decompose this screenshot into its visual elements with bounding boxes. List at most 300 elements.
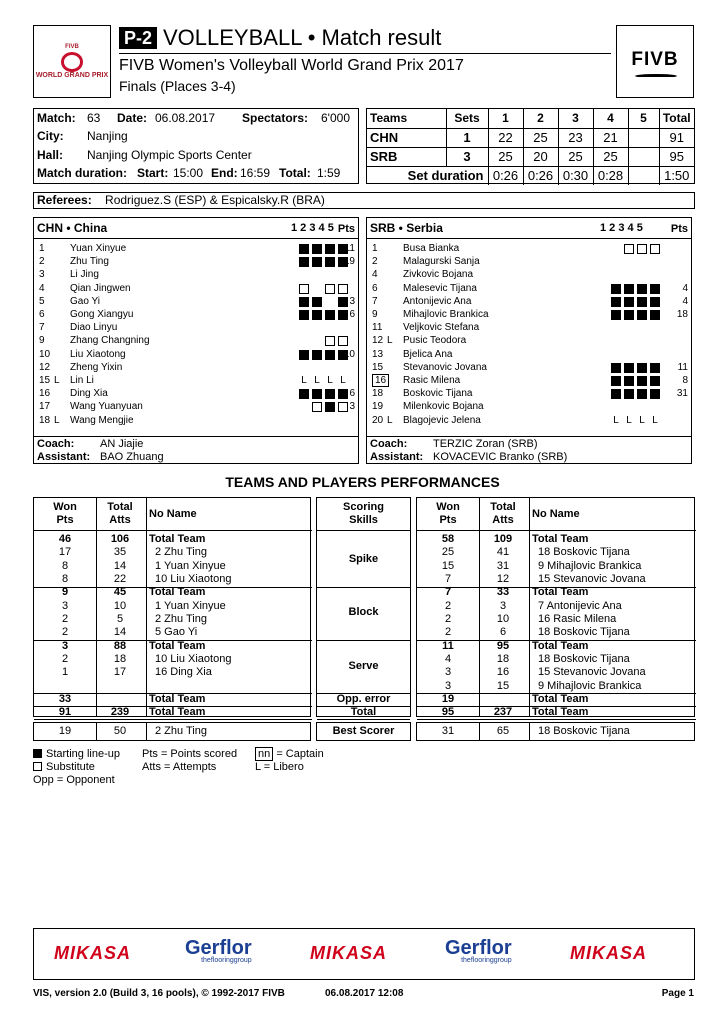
total-value: 1:59 <box>317 166 341 180</box>
end-value: 16:59 <box>240 166 271 180</box>
col-divider <box>96 723 97 740</box>
best-scorer-chn <box>33 722 311 741</box>
attempts: 6 <box>499 626 507 639</box>
attempts: 88 <box>113 639 127 652</box>
libero-flag: L <box>387 414 393 426</box>
player-number-value: 17 <box>39 401 51 413</box>
won-points: 3 <box>444 666 452 679</box>
player-number <box>39 255 71 268</box>
match-info <box>33 108 359 184</box>
coach-name: TERZIC Zoran (SRB) <box>433 438 538 450</box>
performances-title: TEAMS AND PLAYERS PERFORMANCES <box>225 474 500 490</box>
sets-won: 1 <box>446 128 488 147</box>
total-team-label: Total Team <box>532 692 589 705</box>
player-points: 11 <box>344 243 355 254</box>
attempts: 109 <box>493 533 513 545</box>
set-score: 22 <box>488 128 523 147</box>
player-row <box>34 321 358 334</box>
player-row <box>34 387 358 400</box>
won-points: 31 <box>441 725 455 737</box>
set-score: 25 <box>558 147 593 166</box>
attempts: 45 <box>113 586 127 599</box>
team-roster-chn <box>33 217 359 437</box>
won-points: 4 <box>444 652 452 665</box>
player-number-value: 9 <box>372 309 378 320</box>
player-number <box>372 400 404 413</box>
player-number <box>39 242 71 255</box>
player-entry: 15 Stevanovic Jovana <box>538 666 646 679</box>
player-number-value: 4 <box>39 282 45 294</box>
total-team-label: Total Team <box>532 639 589 652</box>
starting-square-icon <box>650 310 660 320</box>
set-columns-header: 1 2 3 4 5 <box>600 222 643 234</box>
skill-name: Total <box>350 706 377 719</box>
starting-square-icon <box>312 297 322 307</box>
match-label: Match: <box>37 111 76 125</box>
player-name: Mihajlovic Brankica <box>403 309 489 320</box>
assistant-label: Assistant: <box>37 451 91 463</box>
player-row <box>367 348 691 361</box>
starting-square-icon <box>637 376 647 386</box>
attempts: 106 <box>110 533 130 545</box>
starting-square-icon <box>637 310 647 320</box>
won-points: 3 <box>61 639 69 652</box>
starting-square-icon <box>299 257 309 267</box>
team-header: CHN • China <box>37 221 108 235</box>
title-divider <box>119 53 611 54</box>
set-duration: 0:26 <box>523 166 558 185</box>
player-row <box>367 255 691 268</box>
player-row <box>34 308 358 321</box>
attempts: 3 <box>499 599 507 612</box>
player-name: Bjelica Ana <box>403 348 453 360</box>
substitute-square-icon <box>338 336 348 346</box>
attempts: 15 <box>496 679 510 692</box>
starting-square-icon <box>299 389 309 399</box>
player-row <box>34 361 358 374</box>
player-name: Zhu Ting <box>70 256 109 268</box>
substitute-square-icon <box>624 244 634 254</box>
set-duration-label: Set duration <box>367 166 488 185</box>
player-points: 31 <box>676 388 688 400</box>
scoring-header: Scoring <box>343 501 384 513</box>
player-name: Zhang Changning <box>70 335 150 347</box>
city-value: Nanjing <box>87 129 128 143</box>
best-scorer-srb <box>416 722 695 741</box>
libero-set-marker: L <box>340 375 346 386</box>
player-number-value: 1 <box>39 243 45 254</box>
legend-pts: Pts = Points scored <box>142 748 238 760</box>
player-entry: 1 Yuan Xinyue <box>155 559 226 572</box>
duration-row <box>37 166 341 180</box>
player-number-value: 7 <box>39 322 45 334</box>
row-divider <box>34 719 312 720</box>
libero-set-marker: L <box>639 414 645 426</box>
player-points: 3 <box>349 401 355 413</box>
player-points: 3 <box>349 295 355 307</box>
best-scorer-name: 2 Zhu Ting <box>155 725 207 737</box>
player-number <box>372 414 404 427</box>
starting-square-icon <box>299 244 309 254</box>
starting-square-icon <box>325 402 335 412</box>
legend-captain <box>255 748 324 761</box>
player-number <box>39 295 71 308</box>
won-points: 2 <box>444 599 452 612</box>
attempts: 22 <box>113 572 127 585</box>
won-points: 2 <box>444 626 452 639</box>
legend-text: = Captain <box>276 748 324 760</box>
player-entry: 18 Boskovic Tijana <box>538 546 630 559</box>
player-name: Qian Jingwen <box>70 282 131 294</box>
logo-fivb-mini: FIVB <box>65 44 79 50</box>
player-points: 19 <box>343 256 355 268</box>
total-header: Total <box>107 501 133 513</box>
player-row <box>367 242 691 255</box>
assistant-row <box>37 451 164 464</box>
coach-label: Coach: <box>370 438 408 450</box>
starting-square-icon <box>325 244 335 254</box>
page-title: VOLLEYBALL • Match result <box>163 25 442 50</box>
gerflor-text: Gerflor <box>185 937 252 959</box>
player-number-value: 3 <box>39 269 45 281</box>
total-team-label: Total Team <box>149 533 206 545</box>
won-points: 2 <box>61 652 69 665</box>
starting-square-icon <box>624 389 634 399</box>
atts-header: Atts <box>109 514 131 526</box>
pts-header: Pts <box>439 514 457 526</box>
coach-label: Coach: <box>37 438 75 450</box>
total-team-label: Total Team <box>149 692 206 705</box>
starting-square-icon <box>611 297 621 307</box>
player-number-value: 2 <box>39 256 45 268</box>
starting-square-icon <box>325 389 335 399</box>
player-number-value: 6 <box>39 309 45 320</box>
player-number-value: 19 <box>372 401 384 413</box>
attempts: 17 <box>113 666 127 679</box>
attempts: 95 <box>496 639 510 652</box>
player-row <box>367 334 691 347</box>
libero-set-marker: L <box>301 375 307 386</box>
player-number-value: 4 <box>372 269 378 281</box>
referees-label: Referees: <box>37 193 92 207</box>
player-number-value: 15 <box>372 361 384 373</box>
skill-name: Serve <box>348 659 379 672</box>
starting-square-icon <box>611 389 621 399</box>
player-number-value: 13 <box>372 348 384 360</box>
player-number <box>372 255 404 268</box>
starting-square-icon <box>312 310 322 320</box>
header-divider <box>34 530 312 531</box>
attempts: 65 <box>496 725 510 737</box>
best-scorer-name: 18 Boskovic Tijana <box>538 725 630 737</box>
player-number <box>372 242 404 255</box>
player-entry: 9 Mihajlovic Brankica <box>538 679 642 692</box>
starting-square-icon <box>637 284 647 294</box>
starting-square-icon <box>33 749 42 758</box>
set-score <box>628 147 659 166</box>
competition-name: FIVB Women's Volleyball World Grand Prix 2017 <box>119 57 464 74</box>
player-number <box>39 321 71 334</box>
player-number <box>372 268 404 281</box>
total-team-label: Total Team <box>532 586 589 599</box>
player-name: Lin Li <box>70 375 94 386</box>
coach-row <box>370 438 538 451</box>
player-number <box>372 321 404 334</box>
player-points: 6 <box>349 388 355 400</box>
player-number-value: 6 <box>372 282 378 294</box>
won-points: 11 <box>442 639 454 652</box>
starting-square-icon <box>624 363 634 373</box>
starting-square-icon <box>611 376 621 386</box>
libero-flag: L <box>54 414 60 426</box>
won-points: 46 <box>58 533 72 545</box>
player-entry: 7 Antonijevic Ana <box>538 599 622 612</box>
player-entry: 5 Gao Yi <box>155 626 198 639</box>
start-label: Start: <box>137 166 169 180</box>
starting-square-icon <box>611 363 621 373</box>
player-number-value: 15 <box>39 375 51 386</box>
player-name: Diao Linyu <box>70 322 118 334</box>
player-name: Malesevic Tijana <box>403 282 477 294</box>
attempts: 10 <box>113 599 127 612</box>
starting-square-icon <box>312 389 322 399</box>
total-team-label: Total Team <box>149 586 206 599</box>
pts-header: Pts <box>56 514 74 526</box>
starting-square-icon <box>312 257 322 267</box>
header-cell: 5 <box>628 109 659 128</box>
player-number-value: 12 <box>372 335 384 347</box>
spectators-value: 6'000 <box>321 111 350 125</box>
player-points: 4 <box>682 295 688 307</box>
team-score-row-srb <box>367 147 694 166</box>
player-number <box>372 387 404 400</box>
substitute-square-icon <box>338 402 348 412</box>
city-row <box>37 129 128 143</box>
player-number-value: 9 <box>39 335 45 347</box>
perf-skills-column <box>316 497 411 717</box>
legend-substitute <box>33 761 95 774</box>
attempts: 12 <box>496 572 510 585</box>
player-points: 8 <box>682 375 688 386</box>
player-number-value: 18 <box>39 414 51 426</box>
gerflor-text: Gerflor <box>445 937 512 959</box>
player-entry: 18 Boskovic Tijana <box>538 652 630 665</box>
player-row <box>34 242 358 255</box>
player-row <box>367 282 691 295</box>
libero-set-marker: L <box>327 375 333 386</box>
player-number <box>372 334 404 347</box>
player-points: 11 <box>677 361 688 373</box>
player-name: Zheng Yixin <box>70 361 123 373</box>
libero-flag: L <box>387 335 393 347</box>
team-score-row-chn <box>367 128 694 147</box>
set-score: 23 <box>558 128 593 147</box>
header-cell: Sets <box>446 109 488 128</box>
coach-box-srb <box>366 436 692 464</box>
player-name: Veljkovic Stefana <box>403 322 480 334</box>
total-team-label: Total Team <box>149 706 206 719</box>
player-entry: 16 Rasic Milena <box>538 612 617 625</box>
fivb-logo-text: FIVB <box>631 49 679 70</box>
row-divider <box>417 719 696 720</box>
legend-opp: Opp = Opponent <box>33 774 115 786</box>
assistant-row <box>370 451 568 464</box>
header-cell: Total <box>659 109 694 128</box>
won-points: 9 <box>61 586 69 599</box>
player-row <box>34 255 358 268</box>
starting-square-icon <box>611 310 621 320</box>
player-row <box>34 414 358 427</box>
end-label: End: <box>211 166 238 180</box>
starting-square-icon <box>624 284 634 294</box>
legend-text: Starting line-up <box>46 748 120 760</box>
player-name: Wang Mengjie <box>70 414 134 426</box>
set-scores-table <box>366 108 695 184</box>
hall-value: Nanjing Olympic Sports Center <box>87 148 252 162</box>
starting-square-icon <box>624 297 634 307</box>
player-row <box>367 268 691 281</box>
starting-square-icon <box>299 350 309 360</box>
player-name: Yuan Xinyue <box>70 243 127 254</box>
total-team-label: Total Team <box>532 533 589 545</box>
won-header: Won <box>53 501 77 513</box>
starting-square-icon <box>312 350 322 360</box>
player-name: Rasic Milena <box>403 375 461 386</box>
print-timestamp: 06.08.2017 12:08 <box>325 988 404 999</box>
won-points: 3 <box>61 599 69 612</box>
substitute-square-icon <box>325 336 335 346</box>
spectators-label: Spectators: <box>242 111 309 125</box>
team-roster-srb <box>366 217 692 437</box>
libero-flag: L <box>54 375 60 386</box>
gerflor-logo <box>185 937 252 964</box>
libero-set-marker: L <box>652 414 658 426</box>
starting-square-icon <box>650 297 660 307</box>
player-entry: 9 Mihajlovic Brankica <box>538 559 642 572</box>
won-points: 1 <box>61 666 69 679</box>
version-info: VIS, version 2.0 (Build 3, 16 pools), © 1992-2017 FIVB <box>33 988 285 999</box>
player-number-value: 1 <box>372 243 378 254</box>
referees-value: Rodriguez.S (ESP) & Espicalsky.R (BRA) <box>105 193 325 207</box>
player-points: 6 <box>349 309 355 320</box>
legend-starting <box>33 748 120 761</box>
attempts: 41 <box>496 546 510 559</box>
duration-label: Match duration: <box>37 166 127 180</box>
player-name: Gao Yi <box>70 295 101 307</box>
substitute-square-icon <box>650 244 660 254</box>
player-name: Milenkovic Bojana <box>403 401 484 413</box>
player-number <box>372 361 404 374</box>
player-number-value: 12 <box>39 361 51 373</box>
mikasa-logo: MIKASA <box>54 943 131 963</box>
won-points: 3 <box>444 679 452 692</box>
gerflor-sub: theflooringgroup <box>461 957 512 964</box>
player-name: Malagurski Sanja <box>403 256 480 268</box>
fivb-swoosh-icon <box>635 74 677 78</box>
player-name: Stevanovic Jovana <box>403 361 487 373</box>
mikasa-logo: MIKASA <box>310 943 387 963</box>
set-duration-row <box>367 166 694 185</box>
player-row <box>367 387 691 400</box>
attempts: 237 <box>493 706 513 719</box>
player-number <box>39 400 71 413</box>
header-divider <box>34 238 358 239</box>
set-duration: 0:30 <box>558 166 593 185</box>
player-entry: 2 Zhu Ting <box>155 546 207 559</box>
player-number-value: 18 <box>372 388 384 400</box>
total-duration: 1:50 <box>659 166 694 185</box>
player-row <box>34 348 358 361</box>
set-score: 21 <box>593 128 628 147</box>
player-number <box>39 414 71 427</box>
player-number-value: 5 <box>39 295 45 307</box>
player-row <box>34 374 358 387</box>
set-score: 20 <box>523 147 558 166</box>
atts-header: Atts <box>492 514 514 526</box>
grand-prix-logo <box>33 25 111 98</box>
skills-header: Skills <box>349 514 378 526</box>
noname-header: No Name <box>532 508 580 520</box>
won-points: 19 <box>441 692 455 705</box>
player-number <box>39 282 71 295</box>
header-divider <box>367 238 691 239</box>
set-columns-header: 1 2 3 4 5 <box>291 222 334 234</box>
header-cell: 2 <box>523 109 558 128</box>
player-row <box>34 334 358 347</box>
won-points: 8 <box>61 572 69 585</box>
noname-header: No Name <box>149 508 197 520</box>
set-duration <box>628 166 659 185</box>
total-points: 95 <box>659 147 694 166</box>
starting-square-icon <box>325 350 335 360</box>
group-divider <box>317 640 410 641</box>
player-entry: 10 Liu Xiaotong <box>155 572 232 585</box>
starting-square-icon <box>624 376 634 386</box>
player-number-value: 20 <box>372 414 384 426</box>
substitute-square-icon <box>33 762 42 771</box>
won-points: 7 <box>444 572 452 585</box>
coach-name: AN Jiajie <box>100 438 144 450</box>
gerflor-logo <box>445 937 512 964</box>
page-number: Page 1 <box>661 988 694 999</box>
header-cell: 4 <box>593 109 628 128</box>
attempts: 10 <box>496 612 510 625</box>
match-number: 63 <box>87 111 101 125</box>
group-divider <box>317 587 410 588</box>
header-divider <box>317 530 410 531</box>
player-points: 10 <box>343 348 355 360</box>
attempts: 5 <box>116 612 124 625</box>
attempts: 16 <box>496 666 510 679</box>
legend-atts: Atts = Attempts <box>142 761 217 773</box>
total-label: Total: <box>279 166 311 180</box>
attempts: 33 <box>496 586 510 599</box>
player-row <box>34 295 358 308</box>
player-points: 18 <box>676 309 688 320</box>
substitute-square-icon <box>299 284 309 294</box>
phase-name: Finals (Places 3-4) <box>119 78 236 94</box>
won-points: 19 <box>58 725 72 737</box>
player-entry: 15 Stevanovic Jovana <box>538 572 646 585</box>
starting-square-icon <box>338 310 348 320</box>
team-code: SRB <box>367 147 446 166</box>
player-number-value: 16 <box>372 374 389 387</box>
logo-wgp-text: WORLD GRAND PRIX <box>35 72 109 79</box>
player-row <box>367 308 691 321</box>
pts-header: Pts <box>337 223 355 235</box>
attempts: 18 <box>496 652 510 665</box>
captain-box-icon: nn <box>255 747 273 761</box>
